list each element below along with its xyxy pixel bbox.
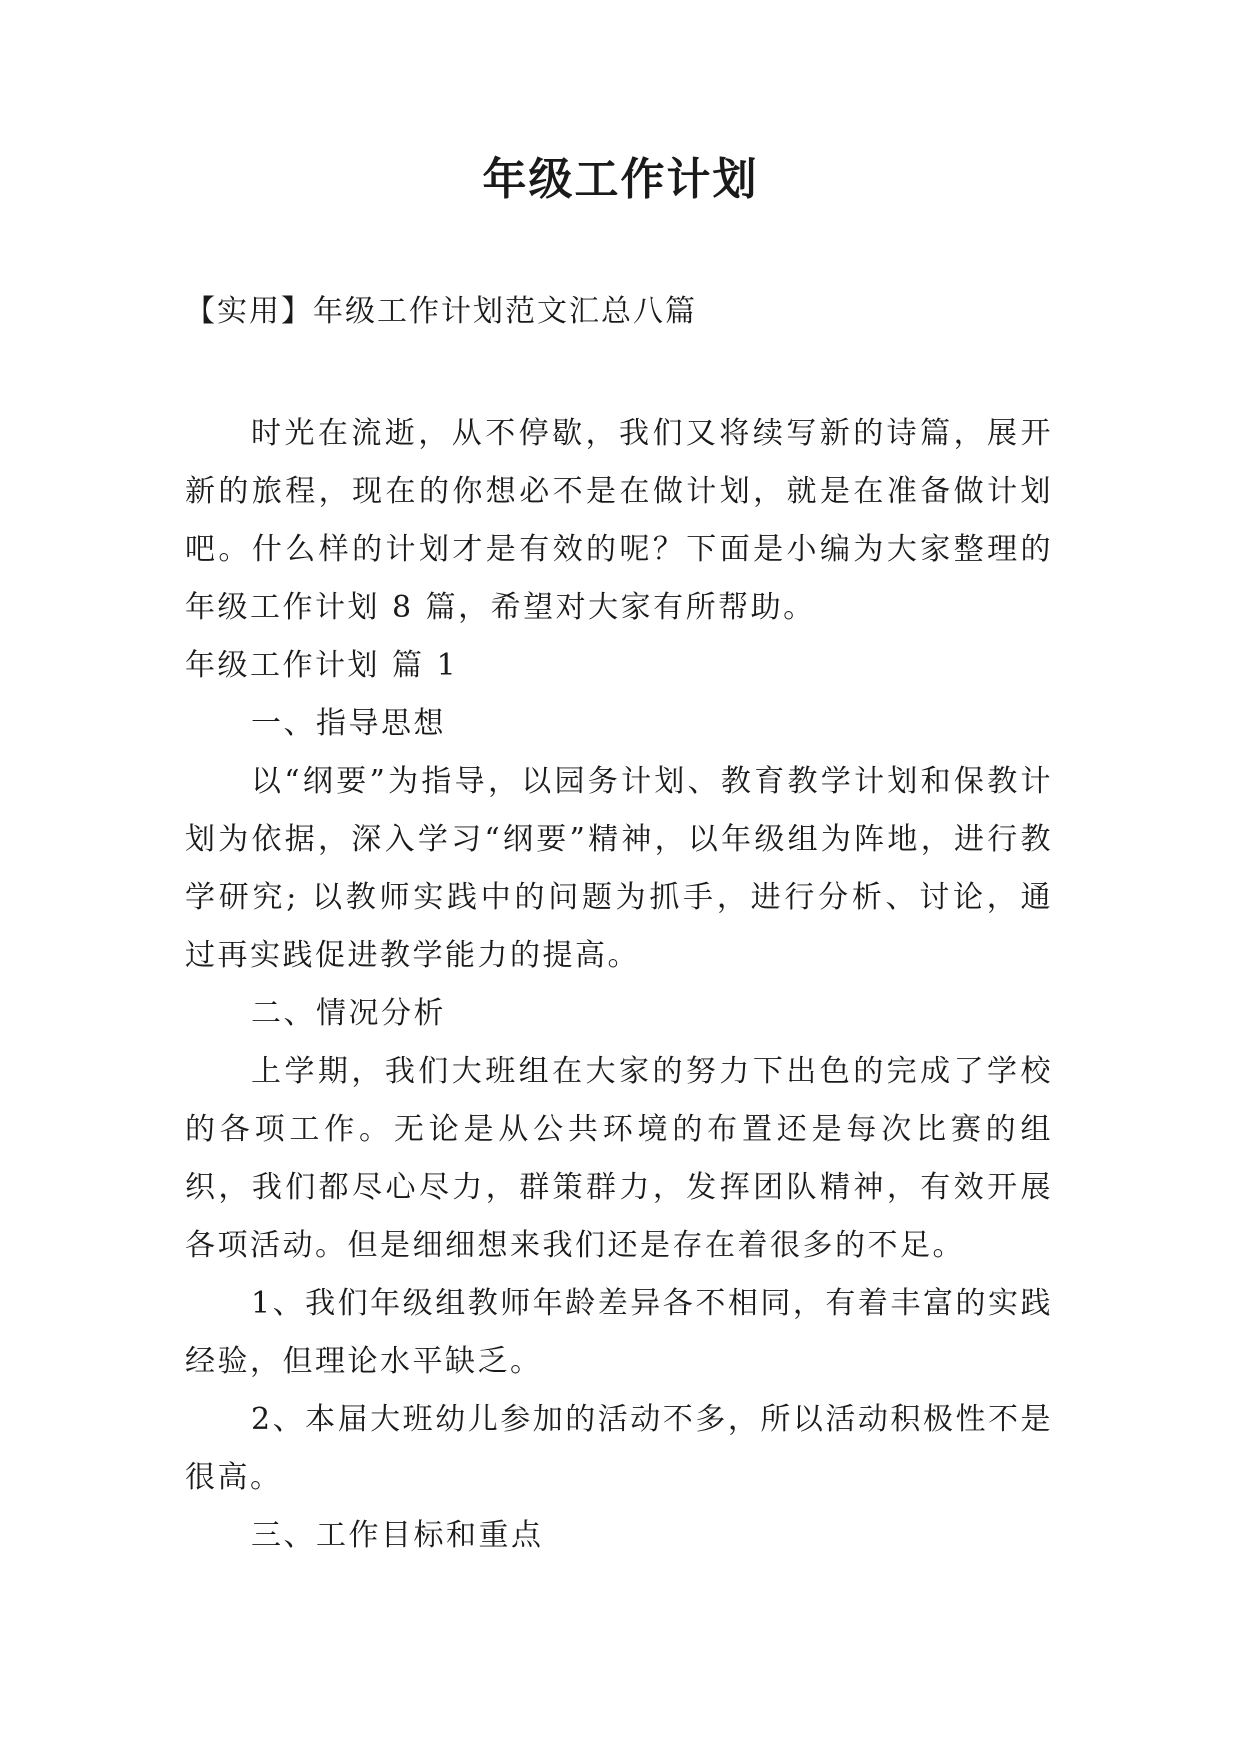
subheading-guiding-thought: 一、指导思想 bbox=[251, 706, 446, 741]
intro-paragraph: 时光在流逝，从不停歇，我们又将续写新的诗篇，展开新的旅程，现在的你想必不是在做计划，就是在准备做计划吧。什么样的计划才是有效的呢？下面是小编为大家整理的年级工作计划 8 篇，希望对大家有所帮助。 bbox=[185, 416, 1053, 625]
list-item-2: 2、本届大班幼儿参加的活动不多，所以活动积极性不是很高。 bbox=[185, 1402, 1053, 1495]
paragraph-guiding-thought: 以“纲要”为指导，以园务计划、教育教学计划和保教计划为依据，深入学习“纲要”精神，以年级组为阵地，进行教学研究; 以教师实践中的问题为抓手，进行分析、讨论，通过再实践促进教学能力的提高。 bbox=[185, 764, 1053, 973]
document-subtitle: 【实用】年级工作计划范文汇总八篇 bbox=[185, 294, 697, 329]
document-body bbox=[185, 405, 1053, 1565]
section-heading: 年级工作计划 篇 1 bbox=[185, 648, 459, 683]
subheading-situation-analysis: 二、情况分析 bbox=[251, 996, 446, 1031]
paragraph-situation-analysis: 上学期，我们大班组在大家的努力下出色的完成了学校的各项工作。无论是从公共环境的布置还是每次比赛的组织，我们都尽心尽力，群策群力，发挥团队精神，有效开展各项活动。但是细细想来我们还是存在着很多的不足。 bbox=[185, 1054, 1053, 1263]
subheading-goals: 三、工作目标和重点 bbox=[251, 1518, 544, 1553]
document-title: 年级工作计划 bbox=[482, 154, 759, 205]
list-item-1: 1、我们年级组教师年龄差异各不相同，有着丰富的实践经验，但理论水平缺乏。 bbox=[185, 1286, 1053, 1379]
